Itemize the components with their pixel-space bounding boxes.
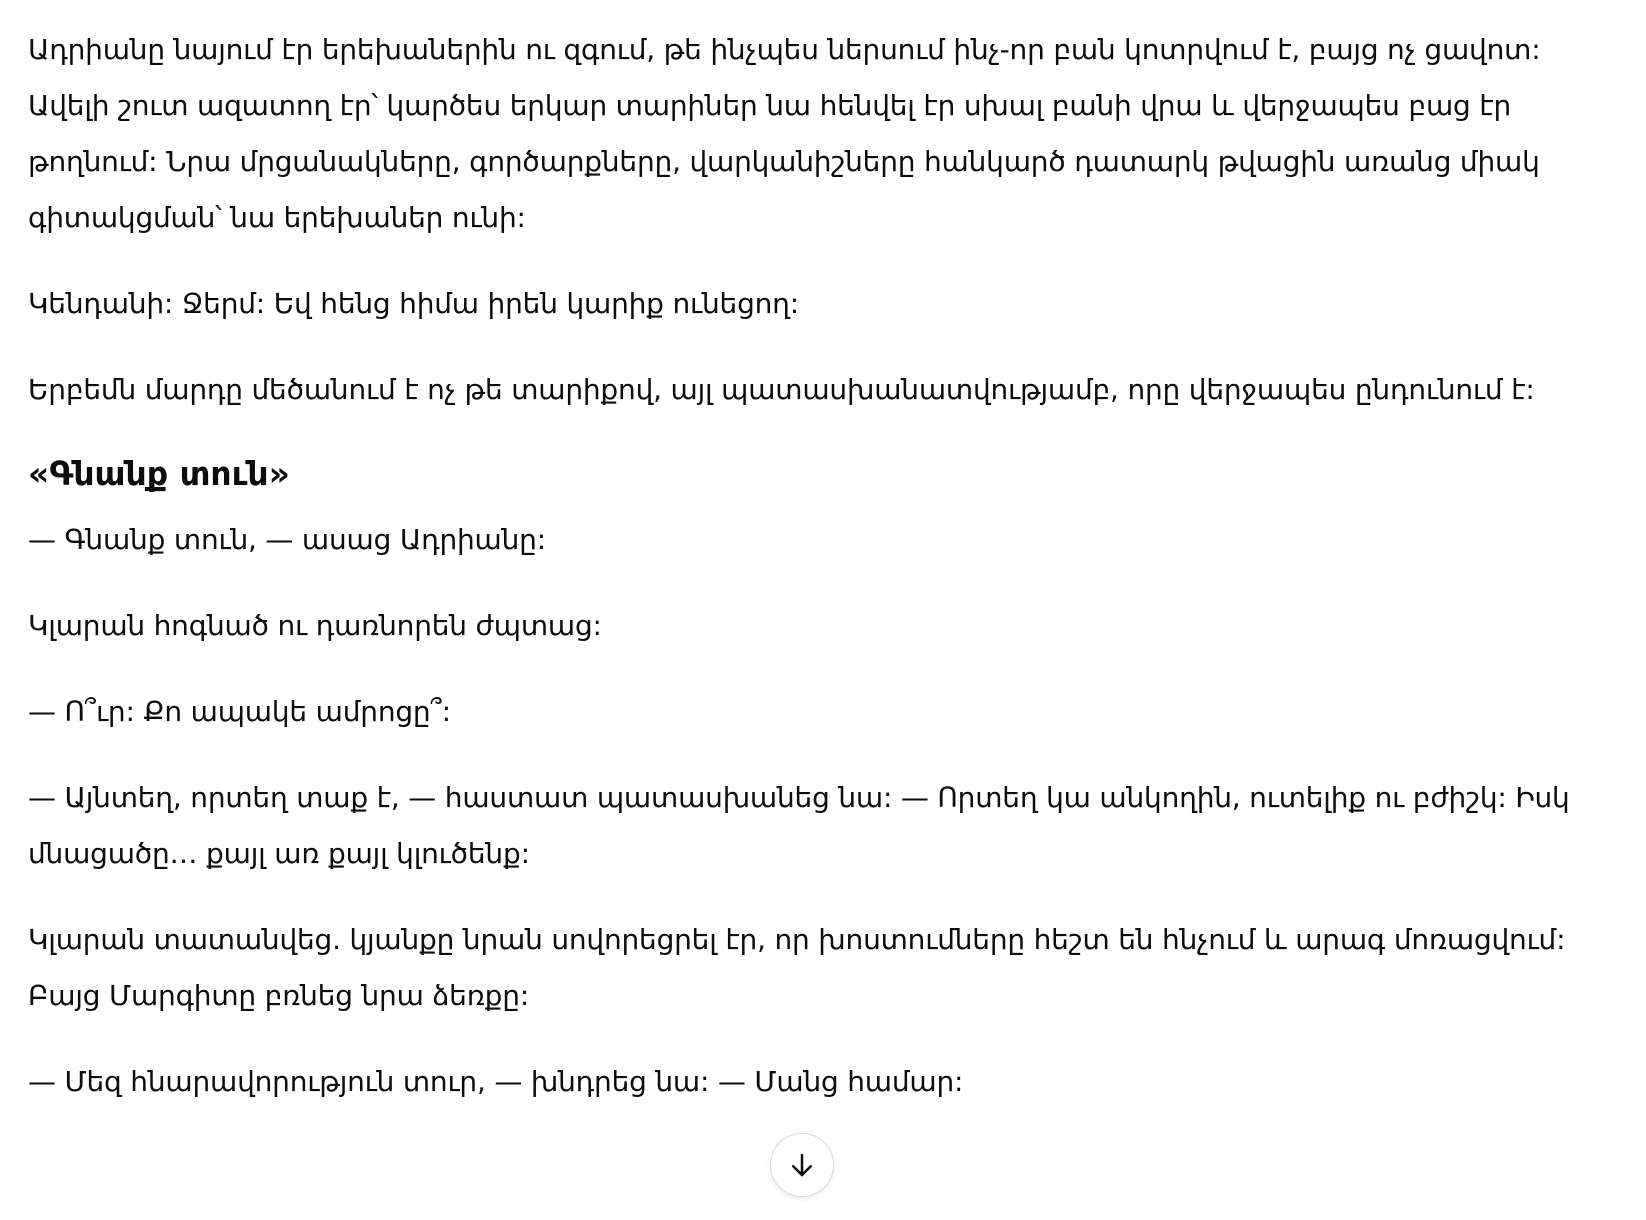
paragraph-3: Երբեմն մարդը մեծանում է ոչ թե տարիքով, այլ պատասխանատվությամբ, որը վերջապես ընդունում է: bbox=[28, 373, 1535, 406]
paragraph-5: Կլարան հոգնած ու դառնորեն ժպտաց: bbox=[28, 609, 602, 642]
paragraph-9: — Մեզ հնարավորություն տուր, — խնդրեց նա: — Մանց համար: bbox=[28, 1065, 964, 1098]
paragraph-7: — Այնտեղ, որտեղ տաք է, — հաստատ պատասխանեց նա: — Որտեղ կա անկողին, ուտելիք ու բժիշկ: Իսկ մնացածը… քայլ առ քայլ կլուծենք: bbox=[28, 781, 1570, 870]
scroll-to-bottom-button[interactable] bbox=[770, 1133, 834, 1197]
arrow-down-icon bbox=[787, 1150, 817, 1180]
paragraph-4: — Գնանք տուն, — ասաց Ադրիանը: bbox=[28, 523, 546, 556]
paragraph-1: Ադրիանը նայում էր երեխաներին ու զգում, թե ինչպես ներսում ինչ-որ բան կոտրվում է, բայց ոչ ցավոտ: Ավելի շուտ ազատող էր՝ կարծես երկար տարիներ նա հենվել էր սխալ բանի վրա և վերջապես բաց էր թողնում: Նրա մրցանակները, գործարքները, վարկանիշները հանկարծ դատարկ թվացին առանց միակ գիտակցման՝ նա երեխաներ ունի: bbox=[28, 33, 1541, 234]
section-heading: «Գնանք տուն» bbox=[28, 454, 290, 493]
paragraph-8: Կլարան տատանվեց. կյանքը նրան սովորեցրել էր, որ խոստումները հեշտ են հնչում և արագ մոռացվում: Բայց Մարգիտը բռնեց նրա ձեռքը: bbox=[28, 923, 1566, 1012]
paragraph-6: — Ո՞ւր: Քո ապակե ամրոցը՞: bbox=[28, 695, 451, 728]
article-content bbox=[28, 22, 1598, 1140]
paragraph-2: Կենդանի: Ջերմ: Եվ հենց հիմա իրեն կարիք ունեցող: bbox=[28, 287, 799, 320]
